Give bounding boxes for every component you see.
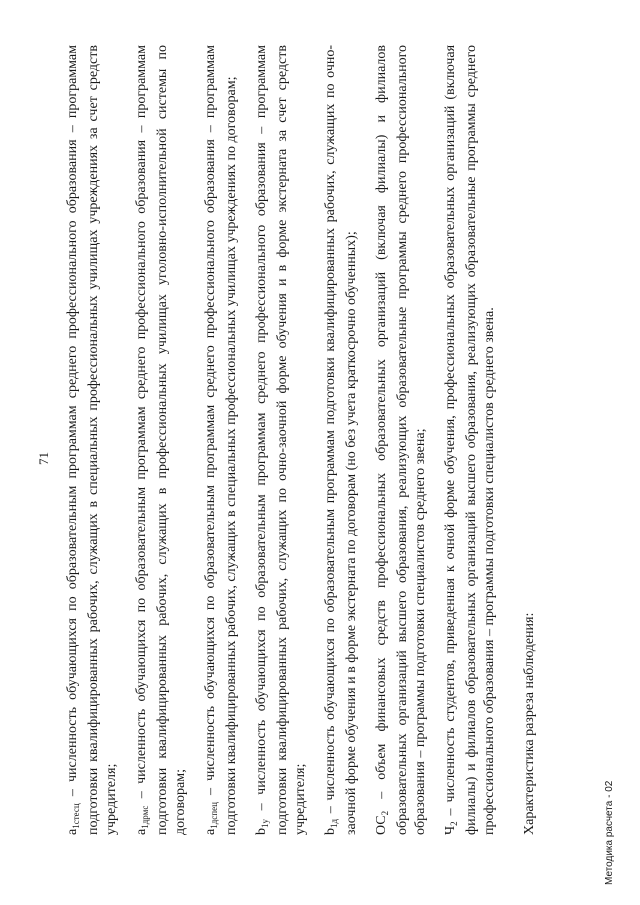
- definition-symbol: a: [203, 828, 218, 835]
- footer-label: Методика расчета - 02: [604, 780, 615, 885]
- definition-symbol: ОС: [374, 815, 389, 835]
- definition-paragraph: [133, 45, 190, 835]
- definition-subscript: 2: [449, 821, 459, 826]
- definition-symbol: a: [134, 828, 149, 835]
- definition-paragraph: [373, 45, 430, 835]
- definition-text: – численность обучающихся по образовательным программам среднего профессионального образования – программам подготовки квалифицированных рабочих, служащих в профессиональных училищах уголовно-исполнительной системы по договорам;: [134, 44, 188, 835]
- definition-paragraph: [322, 45, 361, 835]
- page-number: 71: [36, 452, 51, 465]
- definition-symbol: b: [323, 828, 338, 835]
- definition-paragraph: [253, 45, 310, 835]
- definition-subscript: 1дспец: [209, 802, 219, 829]
- definition-symbol: b: [254, 828, 269, 835]
- definition-subscript: 1стесц: [71, 803, 81, 829]
- definition-text: – численность обучающихся по образовательным программам среднего профессионального образования – программам подготовки квалифицированных рабочих, служащих в специальных профессиональных училищах учреждениях за счет средств учредителя;: [65, 44, 119, 835]
- definition-text: – численность обучающихся по образовательным программам подготовки квалифицированных рабочих, служащих по очно-заочной форме обучения и в форме экстерната по договорам (но без учета краткосрочно обученных);: [323, 44, 359, 835]
- definition-subscript: 2: [380, 810, 390, 816]
- definition-symbol: a: [65, 828, 80, 835]
- definition-text: – объем финансовых средств профессиональных образовательных организаций (включая филиалы) и филиалов образовательных организаций высшего образования, реализующих образовательные программы среднего профессионального образования – программы подготовки специалистов среднего звена;: [374, 45, 428, 835]
- definition-subscript: 1у: [260, 819, 270, 828]
- definition-subscript: 1дрмс: [140, 805, 150, 829]
- definition-paragraph: [202, 45, 241, 835]
- definition-paragraph: [442, 45, 499, 835]
- definition-text: – численность студентов, приведенная к очной форме обучения, профессиональных образовательных организаций (включая филиалы) и филиалов образовательных организаций высшего образования, реализующих образовательные программы среднего профессионального образования – программы подготовки специалистов среднего звена.: [443, 44, 497, 835]
- definition-paragraph: [64, 45, 121, 835]
- definition-text: – численность обучающихся по образовательным программам среднего профессионального образования – программам подготовки квалифицированных рабочих, служащих по очно-заочной форме обучения и в форме экстерната за счет средств учредителя;: [254, 44, 308, 835]
- definition-text: – численность обучающихся по образовательным программам среднего профессионального образования – программам подготовки квалифицированных рабочих, служащих в специальных профессиональных училищах учреждениях по договорам;: [203, 45, 239, 835]
- definition-subscript: 1д: [329, 818, 339, 828]
- definition-symbol: Ч: [443, 825, 458, 835]
- section-heading: Характеристика разреза наблюдения:: [522, 612, 537, 835]
- definitions-list: [64, 45, 551, 835]
